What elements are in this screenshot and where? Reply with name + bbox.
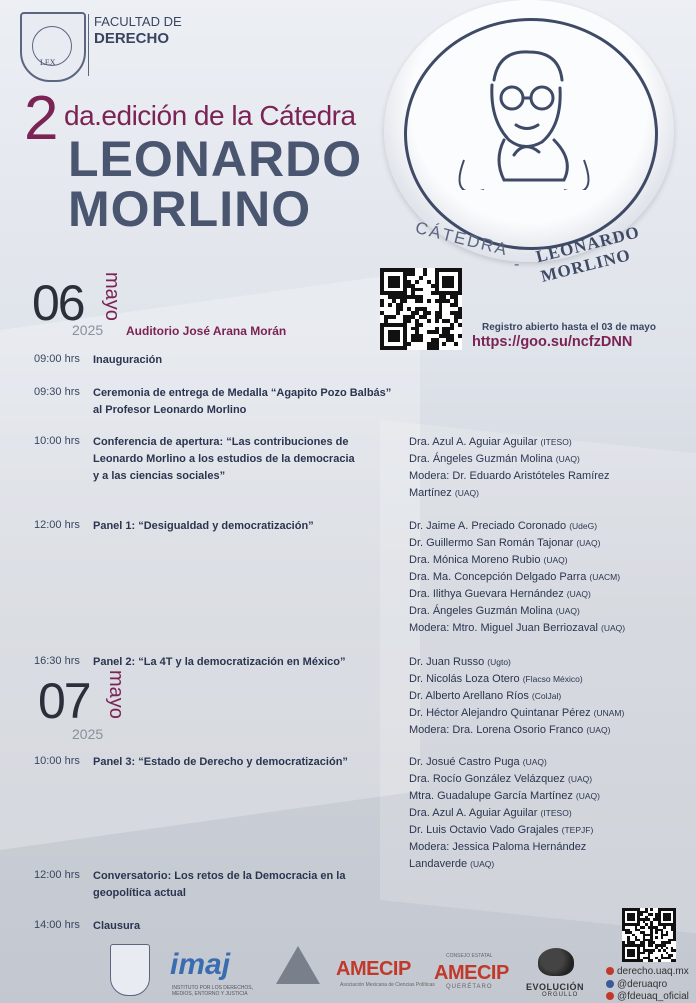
schedule-event-line: Clausura bbox=[93, 920, 141, 932]
schedule-event bbox=[93, 754, 393, 771]
schedule-event bbox=[93, 434, 393, 485]
speaker-name: Dr. Josué Castro Puga bbox=[409, 756, 520, 768]
schedule-event-line: al Profesor Leonardo Morlino bbox=[93, 404, 247, 416]
speaker-name: Martínez bbox=[409, 487, 452, 499]
speaker-institution: (TEPJF) bbox=[561, 825, 594, 835]
schedule-time: 10:00 hrs bbox=[34, 435, 80, 447]
title-first-name: LEONARDO bbox=[68, 131, 363, 187]
speaker-institution: (Flacso México) bbox=[522, 674, 583, 684]
speaker-institution: (UAQ) bbox=[576, 538, 601, 548]
schedule-time: 12:00 hrs bbox=[34, 869, 80, 881]
evolucion-logo-text: EVOLUCIÓN bbox=[526, 982, 585, 992]
speaker-name: Dra. Azul A. Aguiar Aguilar bbox=[409, 436, 538, 448]
schedule-event-line: Ceremonia de entrega de Medalla “Agapito Pozo Balbás” bbox=[93, 387, 392, 399]
speaker-item bbox=[409, 839, 689, 856]
edition-number: 2 bbox=[24, 84, 59, 153]
speaker-name: Modera: Dr. Eduardo Aristóteles Ramírez bbox=[409, 470, 610, 482]
speaker-item bbox=[409, 518, 689, 535]
speaker-name: Modera: Mtro. Miguel Juan Berriozaval bbox=[409, 622, 598, 634]
medallion-text-catedra: CÁTEDRA bbox=[413, 218, 511, 260]
facebook-icon bbox=[606, 980, 614, 988]
speaker-name: Mtra. Guadalupe García Martínez bbox=[409, 790, 573, 802]
speaker-name: Dra. Ma. Concepción Delgado Parra bbox=[409, 571, 587, 583]
speaker-name: Dra. Azul A. Aguiar Aguilar bbox=[409, 807, 538, 819]
social-website[interactable]: derecho.uaq.mx bbox=[606, 966, 689, 977]
speaker-institution: (UAQ) bbox=[575, 791, 601, 801]
amecip-logo: AMECIP bbox=[336, 958, 411, 980]
speaker-name: Modera: Jessica Paloma Hernández bbox=[409, 841, 587, 853]
schedule-event-line: Panel 2: “La 4T y la democratización en México” bbox=[93, 656, 346, 668]
speaker-name: Dr. Guillermo San Román Tajonar bbox=[409, 537, 574, 549]
day1-year: 2025 bbox=[72, 322, 104, 338]
schedule-time: 09:00 hrs bbox=[34, 353, 80, 365]
imaj-logo-subtitle: INSTITUTO POR LOS DERECHOS, MEDIOS, ENTORNO Y JUSTICIA bbox=[172, 985, 254, 997]
speaker-list bbox=[409, 518, 689, 637]
instagram-icon bbox=[606, 992, 614, 1000]
day1-number: 06 bbox=[32, 275, 84, 331]
speaker-item bbox=[409, 856, 689, 873]
schedule-event bbox=[93, 868, 393, 902]
speaker-institution: (UNAM) bbox=[593, 708, 625, 718]
speaker-item bbox=[409, 586, 689, 603]
registration-text: Registro abierto hasta el 03 de mayo bbox=[482, 322, 656, 333]
speaker-name: Dr. Alberto Arellano Ríos bbox=[409, 690, 529, 702]
speaker-institution: (ColJal) bbox=[531, 691, 562, 701]
speaker-name: Dra. Ángeles Guzmán Molina bbox=[409, 453, 553, 465]
speaker-name: Dra. Rocío González Velázquez bbox=[409, 773, 565, 785]
speaker-name: Landaverde bbox=[409, 858, 468, 870]
portrait-illustration bbox=[454, 40, 594, 190]
speaker-name: Dra. Ilithya Guevara Hernández bbox=[409, 588, 564, 600]
speaker-item bbox=[409, 620, 689, 637]
speaker-item bbox=[409, 788, 689, 805]
uaq-footer-logo bbox=[110, 944, 150, 996]
schedule-time: 14:00 hrs bbox=[34, 919, 80, 931]
schedule-event-line: y a las ciencias sociales” bbox=[93, 470, 226, 482]
speaker-list bbox=[409, 654, 689, 739]
schedule-time: 09:30 hrs bbox=[34, 386, 80, 398]
globe-icon bbox=[606, 967, 614, 975]
schedule-event-line: Panel 1: “Desigualdad y democratización” bbox=[93, 520, 314, 532]
speaker-item bbox=[409, 569, 689, 586]
speaker-name: Modera: Dra. Lorena Osorio Franco bbox=[409, 724, 584, 736]
faculty-label: FACULTAD DE bbox=[94, 14, 182, 29]
speaker-list bbox=[409, 754, 689, 873]
speaker-name: Dr. Nicolás Loza Otero bbox=[409, 673, 520, 685]
speaker-name: Dr. Luis Octavio Vado Grajales bbox=[409, 824, 559, 836]
speaker-item bbox=[409, 771, 689, 788]
speaker-name: Dra. Mónica Moreno Rubio bbox=[409, 554, 541, 566]
speaker-institution: (ITESO) bbox=[540, 808, 572, 818]
medallion-separator: - bbox=[514, 256, 520, 273]
imaj-logo: imaj bbox=[170, 948, 231, 981]
schedule-event bbox=[93, 918, 393, 935]
speaker-item bbox=[409, 822, 689, 839]
amecip-queretaro-subtitle: QUERÉTARO bbox=[446, 984, 493, 990]
amecip-logo-subtitle: Asociación Mexicana de Ciencias Políticas bbox=[340, 982, 435, 988]
speaker-institution: (UACM) bbox=[589, 572, 621, 582]
amecip-queretaro-logo: AMECIP bbox=[434, 962, 509, 984]
speaker-institution: (UAQ) bbox=[600, 623, 626, 633]
speaker-item bbox=[409, 705, 689, 722]
speaker-institution: (UAQ) bbox=[555, 454, 580, 464]
social-instagram[interactable]: @fdeuaq_oficial bbox=[606, 991, 689, 1002]
speaker-institution: (UAQ) bbox=[522, 757, 547, 767]
schedule-event-line: Inauguración bbox=[93, 354, 163, 366]
speaker-institution: (Ugto) bbox=[487, 657, 511, 667]
medallion-text-name: LEONARDO MORLINO bbox=[534, 222, 642, 286]
speaker-item bbox=[409, 671, 689, 688]
schedule-event-line: geopolítica actual bbox=[93, 887, 186, 899]
evolucion-logo-subtitle: ORGULLO bbox=[542, 992, 579, 998]
title-last-name: MORLINO bbox=[68, 181, 312, 237]
faculty-name: DERECHO bbox=[94, 30, 170, 47]
speaker-name: Dr. Héctor Alejandro Quintanar Pérez bbox=[409, 707, 591, 719]
speaker-item bbox=[409, 688, 689, 705]
speaker-name: Dr. Juan Russo bbox=[409, 656, 485, 668]
day1-month: mayo bbox=[101, 272, 123, 321]
schedule-time: 12:00 hrs bbox=[34, 519, 80, 531]
speaker-item bbox=[409, 654, 689, 671]
triangle-logo bbox=[276, 946, 320, 984]
schedule-event bbox=[93, 352, 393, 369]
schedule-event bbox=[93, 385, 393, 419]
header-divider bbox=[88, 14, 89, 76]
venue-label: Auditorio José Arana Morán bbox=[126, 324, 287, 338]
speaker-item bbox=[409, 722, 689, 739]
speaker-item bbox=[409, 468, 689, 485]
speaker-item bbox=[409, 754, 689, 771]
speaker-item bbox=[409, 535, 689, 552]
speaker-institution: (UAQ) bbox=[567, 774, 593, 784]
schedule-event bbox=[93, 654, 393, 671]
speaker-item bbox=[409, 552, 689, 569]
speaker-institution: (UAQ) bbox=[543, 555, 568, 565]
speaker-name: Dra. Ángeles Guzmán Molina bbox=[409, 605, 553, 617]
speaker-institution: (UAQ) bbox=[586, 725, 611, 735]
registration-qr-code[interactable] bbox=[380, 268, 462, 350]
speaker-item bbox=[409, 485, 689, 502]
speaker-institution: (UAQ) bbox=[566, 589, 591, 599]
social-facebook[interactable]: @deruaqro bbox=[606, 979, 667, 990]
speaker-institution: (UdeG) bbox=[569, 521, 598, 531]
schedule-event-line: Conferencia de apertura: “Las contribuciones de bbox=[93, 436, 349, 448]
speaker-list bbox=[409, 434, 689, 502]
footer-qr-code[interactable] bbox=[622, 908, 676, 962]
uaq-crest-logo: LEX bbox=[20, 12, 86, 82]
schedule-event bbox=[93, 518, 393, 535]
day2-number: 07 bbox=[38, 673, 90, 729]
edition-text: da.edición de la Cátedra bbox=[64, 100, 356, 131]
evolucion-logo-icon bbox=[538, 948, 574, 976]
speaker-institution: (ITESO) bbox=[540, 437, 572, 447]
speaker-name: Dr. Jaime A. Preciado Coronado bbox=[409, 520, 567, 532]
schedule-event-line: Conversatorio: Los retos de la Democracia en la bbox=[93, 870, 346, 882]
speaker-item bbox=[409, 805, 689, 822]
day2-month: mayo bbox=[105, 670, 127, 719]
schedule-event-line: Panel 3: “Estado de Derecho y democratización” bbox=[93, 756, 348, 768]
day2-year: 2025 bbox=[72, 726, 104, 742]
schedule-event-line: Leonardo Morlino a los estudios de la democracia bbox=[93, 453, 355, 465]
speaker-item bbox=[409, 603, 689, 620]
speaker-institution: (UAQ) bbox=[555, 606, 580, 616]
registration-link[interactable]: https://goo.su/ncfzDNN bbox=[472, 334, 633, 350]
schedule-time: 16:30 hrs bbox=[34, 655, 80, 667]
schedule-time: 10:00 hrs bbox=[34, 755, 80, 767]
speaker-institution: (UAQ) bbox=[470, 859, 495, 869]
amecip-qro-top: CONSEJO ESTATAL bbox=[446, 953, 493, 959]
speaker-institution: (UAQ) bbox=[454, 488, 479, 498]
speaker-item bbox=[409, 434, 689, 451]
speaker-item bbox=[409, 451, 689, 468]
